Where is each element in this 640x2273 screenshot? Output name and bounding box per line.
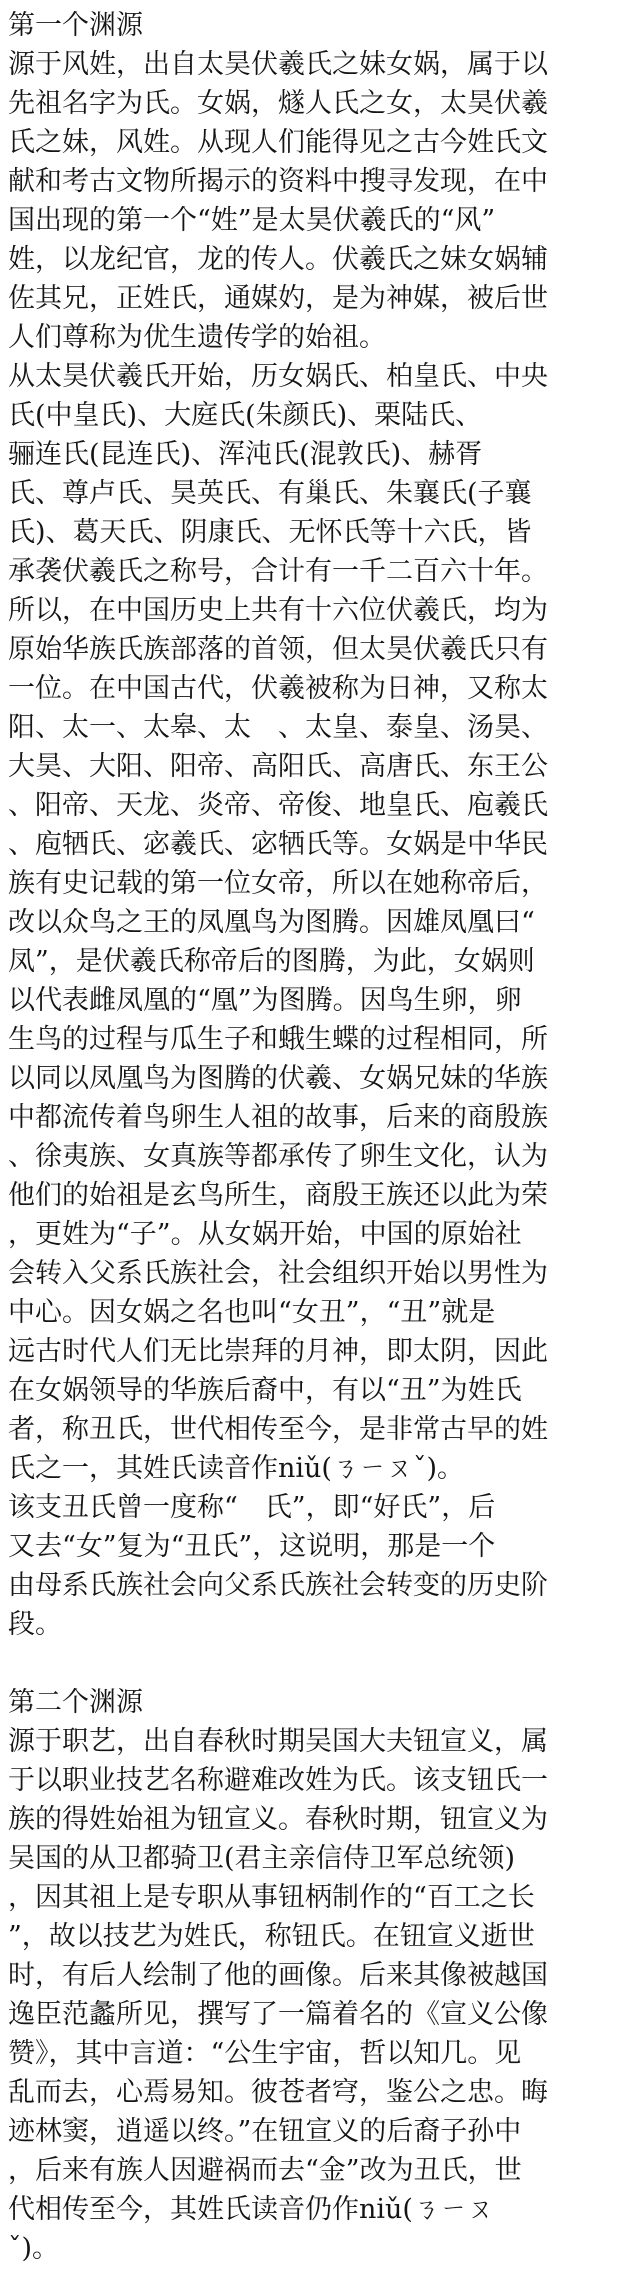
text-line: 献和考古文物所揭示的资料中搜寻发现，在中 bbox=[8, 166, 548, 197]
section-body bbox=[8, 45, 636, 1644]
text-line: ˇ)。 bbox=[8, 2233, 60, 2264]
text-line: 、徐夷族、女真族等都承传了卵生文化，认为 bbox=[8, 1141, 548, 1172]
text-line: 由母系氏族社会向父系氏族社会转变的历史阶 bbox=[8, 1570, 548, 1601]
text-line: 者，称丑氏，世代相传至今，是非常古早的姓 bbox=[8, 1414, 548, 1445]
text-line: 改以众鸟之王的凤凰鸟为图腾。因雄凤凰曰“ bbox=[8, 907, 535, 938]
text-line: 氏之妹，风姓。从现人们能得见之古今姓氏文 bbox=[8, 127, 548, 158]
text-line: 段。 bbox=[8, 1609, 62, 1640]
text-line: 以代表雌凤凰的“凰”为图腾。因鸟生卵，卵 bbox=[8, 985, 522, 1016]
text-line: 会转入父系氏族社会，社会组织开始以男性为 bbox=[8, 1258, 548, 1289]
text-line: 于以职业技艺名称避难改姓为氏。该支钮氏一 bbox=[8, 1765, 548, 1796]
text-line: 远古时代人们无比崇拜的月神，即太阴，因此 bbox=[8, 1336, 548, 1367]
text-line: 源于职艺，出自春秋时期吴国大夫钮宣义，属 bbox=[8, 1726, 548, 1757]
text-line: 原始华族氏族部落的首领，但太昊伏羲氏只有 bbox=[8, 634, 548, 665]
text-line: ”，故以技艺为姓氏，称钮氏。在钮宣义逝世 bbox=[8, 1921, 535, 1952]
text-line: 代相传至今，其姓氏读音仍作niǔ(ㄋㄧㄡ bbox=[8, 2194, 494, 2225]
text-line: 凤”，是伏羲氏称帝后的图腾，为此，女娲则 bbox=[8, 946, 535, 977]
text-line: 佐其兄，正姓氏，通媒妁，是为神媒，被后世 bbox=[8, 283, 548, 314]
text-line: 乱而去，心焉易知。彼苍者穹，鉴公之忠。晦 bbox=[8, 2077, 548, 2108]
section-body bbox=[8, 1722, 636, 2268]
section-second-origin bbox=[8, 1683, 636, 2268]
text-line: 氏)、葛天氏、阴康氏、无怀氏等十六氏，皆 bbox=[8, 517, 532, 548]
text-line: ，后来有族人因避祸而去“金”改为丑氏，世 bbox=[8, 2155, 522, 2186]
text-line: 大昊、大阳、阳帝、高阳氏、高唐氏、东王公 bbox=[8, 751, 548, 782]
text-line: 姓，以龙纪官，龙的传人。伏羲氏之妹女娲辅 bbox=[8, 244, 548, 275]
text-line: 氏、尊卢氏、昊英氏、有巢氏、朱襄氏(子襄 bbox=[8, 478, 532, 509]
text-line: 吴国的从卫都骑卫(君主亲信侍卫军总统领) bbox=[8, 1843, 516, 1874]
text-line: 中都流传着鸟卵生人祖的故事，后来的商殷族 bbox=[8, 1102, 548, 1133]
text-line: 时，有后人绘制了他的画像。后来其像被越国 bbox=[8, 1960, 548, 1991]
text-line: 赞》，其中言道：“公生宇宙，哲以知几。见 bbox=[8, 2038, 522, 2069]
text-line: 、阳帝、天龙、炎帝、帝俊、地皇氏、庖羲氏 bbox=[8, 790, 548, 821]
text-line: 人们尊称为优生遗传学的始祖。 bbox=[8, 322, 386, 353]
text-line: 中心。因女娲之名也叫“女丑”，“丑”就是 bbox=[8, 1297, 496, 1328]
section-divider bbox=[8, 1644, 636, 1683]
text-line: 他们的始祖是玄鸟所生，商殷王族还以此为荣 bbox=[8, 1180, 548, 1211]
text-line: 一位。在中国古代，伏羲被称为日神，又称太 bbox=[8, 673, 548, 704]
text-line: 氏之一，其姓氏读音作niǔ(ㄋㄧㄡˇ)。 bbox=[8, 1453, 464, 1484]
text-line: 氏(中皇氏)、大庭氏(朱颜氏)、栗陆氏、 bbox=[8, 400, 483, 431]
text-line: ，更姓为“子”。从女娲开始，中国的原始社 bbox=[8, 1219, 522, 1250]
text-line: 国出现的第一个“姓”是太昊伏羲氏的“风” bbox=[8, 205, 496, 236]
text-line: 又去“女”复为“丑氏”，这说明，那是一个 bbox=[8, 1531, 496, 1562]
text-line: 以同以凤凰鸟为图腾的伏羲、女娲兄妹的华族 bbox=[8, 1063, 548, 1094]
text-line: ，因其祖上是专职从事钮柄制作的“百工之长 bbox=[8, 1882, 535, 1913]
text-line: 、庖牺氏、宓羲氏、宓牺氏等。女娲是中华民 bbox=[8, 829, 548, 860]
text-line: 在女娲领导的华族后裔中，有以“丑”为姓氏 bbox=[8, 1375, 522, 1406]
section-heading: 第二个渊源 bbox=[8, 1687, 143, 1718]
text-line: 迹林窦，逍遥以终。”在钮宣义的后裔子孙中 bbox=[8, 2116, 522, 2147]
section-first-origin bbox=[8, 6, 636, 1644]
text-line: 生鸟的过程与瓜生子和蛾生蝶的过程相同，所 bbox=[8, 1024, 548, 1055]
text-line: 从太昊伏羲氏开始，历女娲氏、柏皇氏、中央 bbox=[8, 361, 548, 392]
text-line: 源于风姓，出自太昊伏羲氏之妹女娲，属于以 bbox=[8, 49, 548, 80]
text-line: 承袭伏羲氏之称号，合计有一千二百六十年。 bbox=[8, 556, 548, 587]
text-line: 逸臣范蠡所见，撰写了一篇着名的《宣义公像 bbox=[8, 1999, 548, 2030]
text-line: 先祖名字为氏。女娲，燧人氏之女，太昊伏羲 bbox=[8, 88, 548, 119]
text-line: 该支丑氏曾一度称“ 氏”，即“好氏”，后 bbox=[8, 1492, 496, 1523]
text-line: 所以，在中国历史上共有十六位伏羲氏，均为 bbox=[8, 595, 548, 626]
text-line: 骊连氏(昆连氏)、浑沌氏(混敦氏)、赫胥 bbox=[8, 439, 483, 470]
text-line: 族有史记载的第一位女帝，所以在她称帝后， bbox=[8, 868, 548, 899]
section-heading: 第一个渊源 bbox=[8, 10, 143, 41]
text-line: 阳、太一、太皋、太 、太皇、泰皇、汤昊、 bbox=[8, 712, 548, 743]
text-line: 族的得姓始祖为钮宣义。春秋时期，钮宣义为 bbox=[8, 1804, 548, 1835]
